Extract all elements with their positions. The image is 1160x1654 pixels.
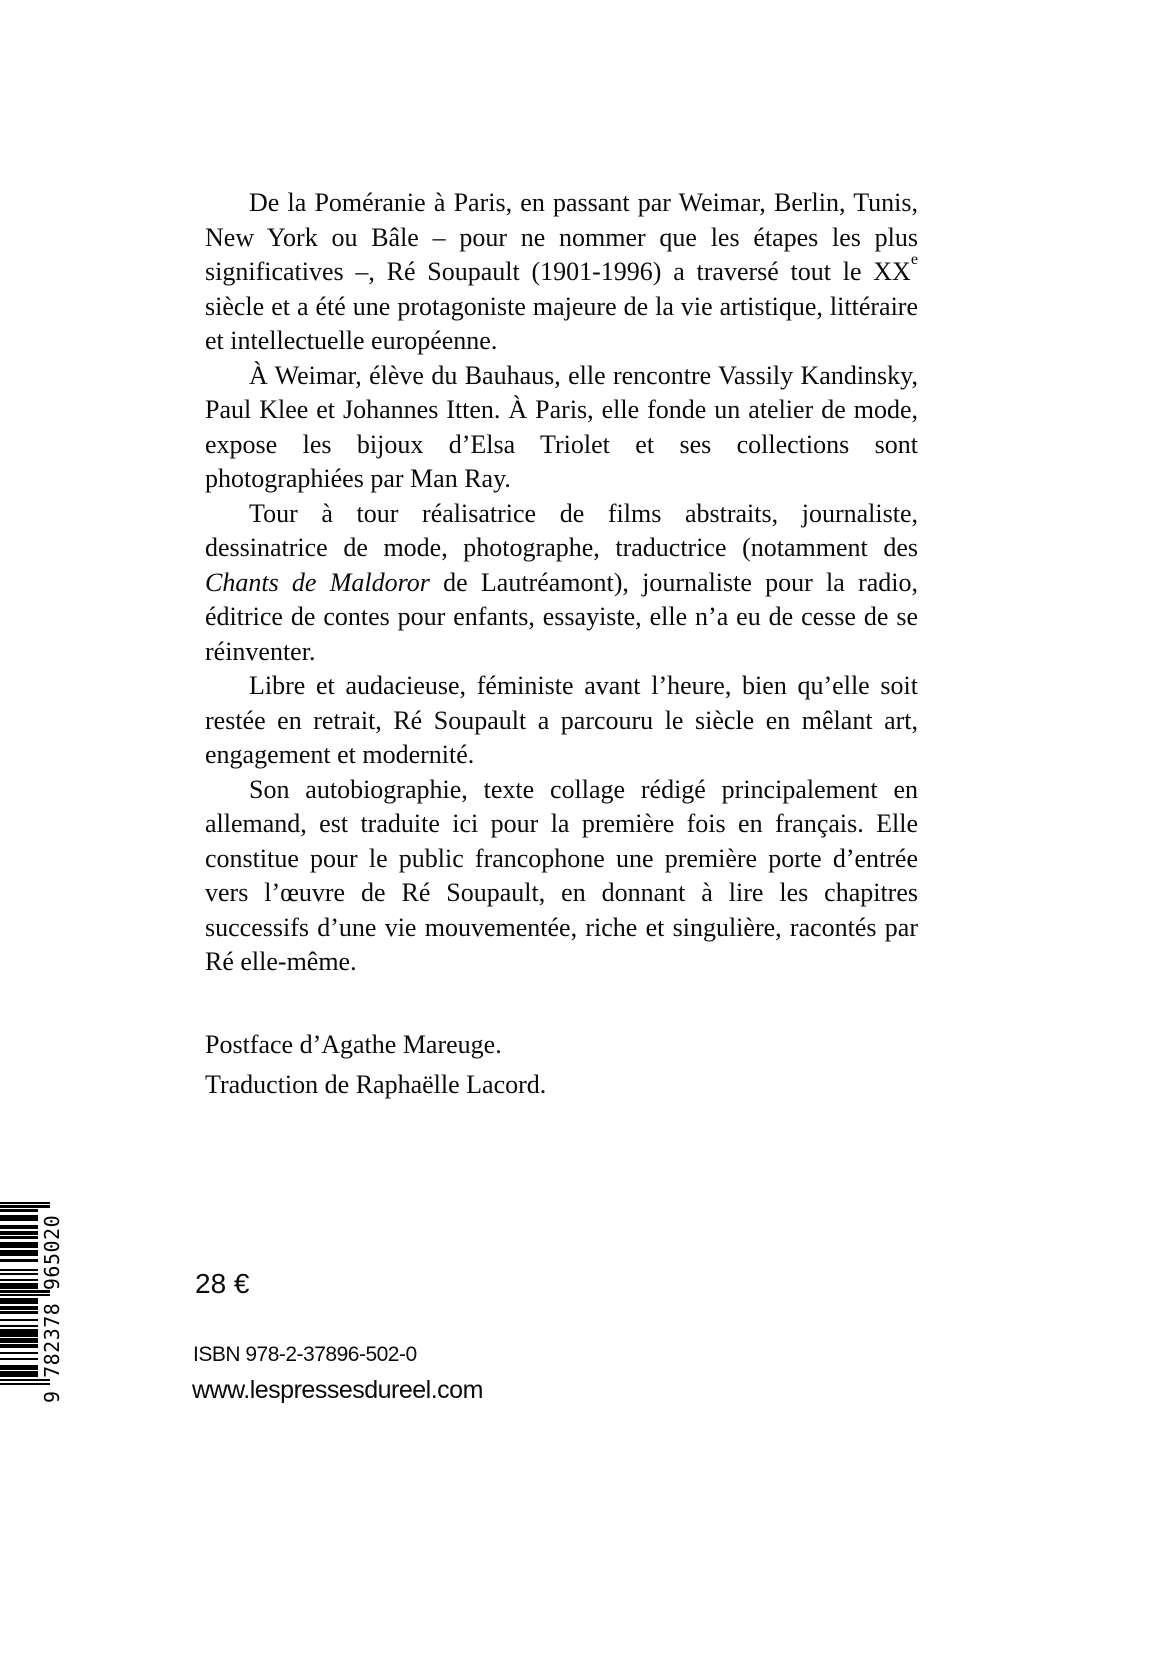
- barcode-bar: [0, 1352, 38, 1354]
- barcode-bar: [0, 1250, 38, 1252]
- barcode-bar: [0, 1329, 38, 1331]
- barcode-bar: [0, 1242, 38, 1244]
- paragraph-text: De la Poméranie à Paris, en passant par Weimar, Berlin, Tunis, New York ou Bâle – pour ne nommer que les étapes les plus significatives –, Ré Soupault (1901-1996) a traversé tout le XX: [205, 188, 918, 286]
- barcode-bar: [0, 1209, 38, 1211]
- blurb-paragraph-4: Libre et audacieuse, féministe avant l’heure, bien qu’elle soit restée en retrait, Ré Soupault a parcouru le siècle en mêlant art, engagement et modernité.: [205, 671, 918, 769]
- blurb-paragraph-3: [205, 497, 918, 670]
- barcode-bar: [0, 1344, 38, 1346]
- barcode-bar: [0, 1269, 38, 1271]
- book-title-italic: Chants de Maldoror: [205, 567, 430, 597]
- blurb-paragraph-2: À Weimar, élève du Bauhaus, elle rencontre Vassily Kandinsky, Paul Klee et Johannes Itten. À Paris, elle fonde un atelier de mode, expose les bijoux d’Elsa Triolet et ses collections sont photographiées par Man Ray.: [205, 360, 918, 493]
- barcode-bar: [0, 1215, 38, 1217]
- barcode-bar: [0, 1311, 38, 1313]
- postface-credit: Postface d’Agathe Mareuge.: [205, 1030, 502, 1059]
- barcode-bar: [0, 1231, 38, 1233]
- paragraph-text: Tour à tour réalisatrice de films abstraits, journaliste, dessinatrice de mode, photographe, traductrice (notamment des: [205, 498, 918, 562]
- paragraph-text: de Lautréamont), journaliste pour la radio, éditrice de contes pour enfants, essayiste, elle n’a eu de cesse de se réinventer.: [205, 567, 918, 666]
- ean13-barcode: [0, 1202, 66, 1404]
- barcode-bar: [0, 1338, 38, 1340]
- credits-block: [205, 1028, 918, 1107]
- barcode-bar: [0, 1298, 38, 1300]
- paragraph-text: siècle et a été une protagoniste majeure de la vie artistique, littéraire et intellectuelle européenne.: [205, 291, 918, 355]
- barcode-number: 9 782378 965020: [40, 1214, 64, 1403]
- website-url: www.lespressesdureel.com: [192, 1376, 483, 1404]
- isbn-label: ISBN 978-2-37896-502-0: [193, 1343, 417, 1366]
- barcode-bar: [0, 1358, 38, 1360]
- barcode-bar: [0, 1319, 38, 1321]
- barcode-bar: [0, 1236, 38, 1238]
- barcode-bar: [0, 1283, 38, 1285]
- price-label: 28 €: [195, 1268, 250, 1299]
- barcode-bar: [0, 1279, 38, 1281]
- translation-credit: Traduction de Raphaëlle Lacord.: [205, 1069, 547, 1099]
- barcode-bar: [0, 1225, 38, 1227]
- barcode-bar: [0, 1273, 38, 1275]
- barcode-bar: [0, 1306, 38, 1308]
- barcode-bar: [0, 1259, 38, 1261]
- ordinal-superscript: e: [910, 251, 918, 269]
- blurb-paragraph-1: [205, 186, 918, 359]
- barcode-bar: [0, 1325, 38, 1327]
- blurb-text: [205, 186, 918, 980]
- barcode-bar: [0, 1365, 38, 1367]
- blurb-paragraph-5: Son autobiographie, texte collage rédigé principalement en allemand, est traduite ici pour la première fois en français. Elle constitue pour le public francophone une première porte d’entrée vers l’œuvre de Ré Soupault, en donnant à lire les chapitres successifs d’une vie mouvementée, riche et singulière, racontés par Ré elle-même.: [205, 774, 918, 976]
- barcode-bar: [0, 1371, 38, 1373]
